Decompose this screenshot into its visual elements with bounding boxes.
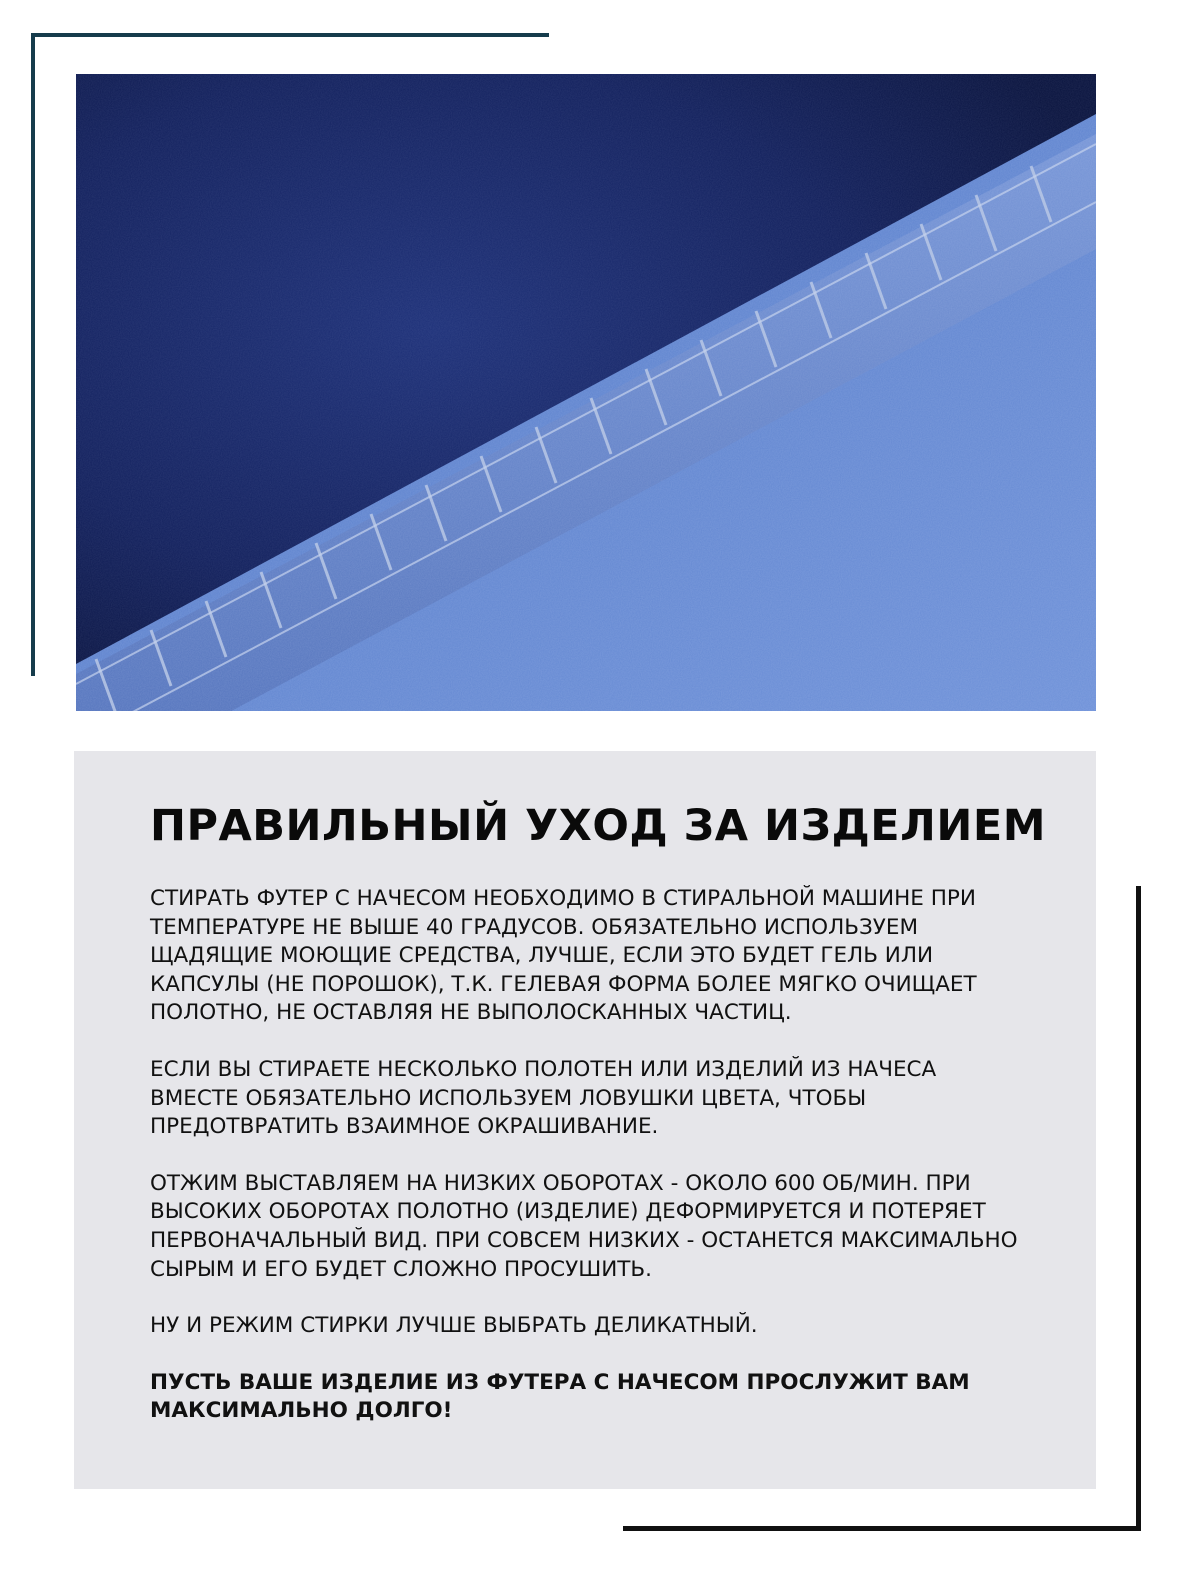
care-title: ПРАВИЛЬНЫЙ УХОД ЗА ИЗДЕЛИЕМ (150, 801, 1047, 851)
frame-line-right (1136, 886, 1141, 1531)
frame-line-left (31, 33, 35, 676)
care-instructions-panel (74, 751, 1096, 1489)
care-paragraph-washing: СТИРАТЬ ФУТЕР С НАЧЕСОМ НЕОБХОДИМО В СТИРАЛЬНОЙ МАШИНЕ ПРИ ТЕМПЕРАТУРЕ НЕ ВЫШЕ 40 ГРАДУСОВ. ОБЯЗАТЕЛЬНО ИСПОЛЬЗУЕМ ЩАДЯЩИЕ МОЮЩИЕ СРЕДСТВА, ЛУЧШЕ, ЕСЛИ ЭТО БУДЕТ ГЕЛЬ ИЛИ КАПСУЛЫ (НЕ ПОРОШОК), Т.К. ГЕЛЕВАЯ ФОРМА БОЛЕЕ МЯГКО ОЧИЩАЕТ ПОЛОТНО, НЕ ОСТАВЛЯЯ НЕ ВЫПОЛОСКАННЫХ ЧАСТИЦ. (150, 886, 977, 1026)
fabric-seam-photo (76, 74, 1096, 711)
care-paragraph-mode: НУ И РЕЖИМ СТИРКИ ЛУЧШЕ ВЫБРАТЬ ДЕЛИКАТНЫЙ. (150, 1313, 758, 1339)
fabric-seam-illustration (76, 74, 1096, 711)
care-closing: ПУСТЬ ВАШЕ ИЗДЕЛИЕ ИЗ ФУТЕРА С НАЧЕСОМ ПРОСЛУЖИТ ВАМ МАКСИМАЛЬНО ДОЛГО! (150, 1369, 970, 1424)
care-paragraph-spin: ОТЖИМ ВЫСТАВЛЯЕМ НА НИЗКИХ ОБОРОТАХ - ОКОЛО 600 ОБ/МИН. ПРИ ВЫСОКИХ ОБОРОТАХ ПОЛОТНО (ИЗДЕЛИЕ) ДЕФОРМИРУЕТСЯ И ПОТЕРЯЕТ ПЕРВОНАЧАЛЬНЫЙ ВИД. ПРИ СОВСЕМ НИЗКИХ - ОСТАНЕТСЯ МАКСИМАЛЬНО СЫРЫМ И ЕГО БУДЕТ СЛОЖНО ПРОСУШИТЬ. (150, 1170, 1018, 1282)
frame-line-bottom (623, 1526, 1141, 1531)
care-paragraph-color-traps: ЕСЛИ ВЫ СТИРАЕТЕ НЕСКОЛЬКО ПОЛОТЕН ИЛИ ИЗДЕЛИЙ ИЗ НАЧЕСА ВМЕСТЕ ОБЯЗАТЕЛЬНО ИСПОЛЬЗУЕМ ЛОВУШКИ ЦВЕТА, ЧТОБЫ ПРЕДОТВРАТИТЬ ВЗАИМНОЕ ОКРАШИВАНИЕ. (150, 1056, 937, 1140)
care-text (150, 885, 1030, 1454)
frame-line-top (31, 33, 549, 37)
